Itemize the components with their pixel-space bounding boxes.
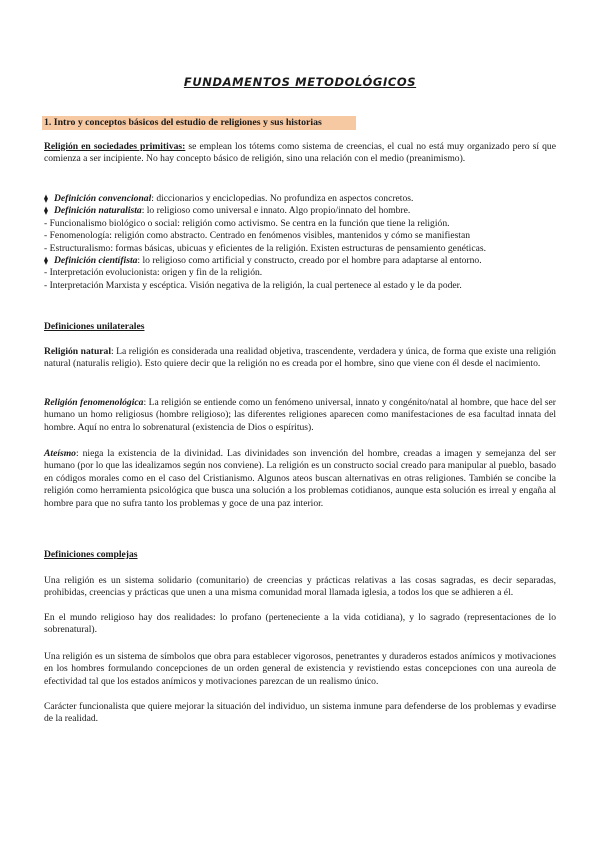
definition-list-item — [44, 230, 556, 242]
complex-paragraph-1: Una religión es un sistema solidario (comunitario) de creencias y prácticas relativas a las cosas sagradas, es decir separadas, prohibidas, creencias y prácticas que unen a una misma comunidad moral llamada iglesia, a todos los que se adhieren a él. — [44, 575, 556, 599]
definition-list-item — [44, 205, 556, 217]
natural-religion-text: : La religión es considerada una realidad objetiva, trascendente, verdadera y única, de forma que existe una religión natural (naturalis religio). Esto quiere decir que la religión no es creada por el hombre, sino que viene con él desde el nacimiento. — [44, 346, 556, 370]
atheism-paragraph — [44, 448, 556, 510]
dash-marker: - — [44, 230, 48, 242]
definition-term: Definición científista — [54, 255, 138, 267]
definition-text: Fenomenología: religión como abstracto. Centrado en fenómenos visibles, mantenidos y cómo se manifiestan — [47, 230, 471, 242]
phenomenological-religion-term: Religión fenomenológica — [44, 397, 144, 408]
diamond-bullet-icon: ⧫ — [44, 194, 48, 203]
primitive-religion-text: se emplean los tótems como sistema de creencias, el cual no está muy organizado pero sí que comienza a ser incipiente. No hay concepto básico de religión, sino una relación con el medio (preanimismo). — [44, 141, 556, 165]
phenomenological-religion-text: : La religión se entiende como un fenómeno universal, innato y congénito/natal al hombre, que hace del ser humano un homo religiosus (hombre religioso); las diferentes religiones aparecen como manifestaciones de esa facultad innata del hombre. Aquí no entra lo sobrenatural (existencia de Dios o espíritus). — [44, 397, 556, 433]
definition-text: Interpretación evolucionista: origen y fin de la religión. — [47, 267, 263, 279]
definition-list-item — [44, 280, 556, 292]
definition-text: : lo religioso como universal e innato. Algo propio/innato del hombre. — [141, 205, 411, 217]
diamond-bullet-icon: ⧫ — [44, 256, 48, 266]
section-1-heading: 1. Intro y conceptos básicos del estudio de religiones y sus historias — [44, 117, 322, 128]
dash-marker: - — [44, 267, 48, 279]
definition-list-item — [44, 243, 556, 255]
definition-term: Definición naturalista — [54, 205, 142, 217]
complex-heading: Definiciones complejas — [44, 549, 138, 560]
dash-marker: - — [44, 242, 48, 254]
definition-text: : diccionarios y enciclopedias. No profundiza en aspectos concretos. — [151, 193, 414, 204]
definition-list-item — [44, 255, 556, 267]
natural-religion-term: Religión natural — [44, 346, 111, 357]
complex-paragraph-4: Carácter funcionalista que quiere mejorar la situación del individuo, un sistema inmune para defenderse de los problemas y evadirse de la realidad. — [44, 701, 556, 725]
diamond-bullet-icon: ⧫ — [44, 206, 48, 216]
definition-list-item — [44, 218, 556, 230]
complex-paragraph-3: Una religión es un sistema de símbolos que obra para establecer vigorosos, penetrantes y duraderos estados anímicos y motivaciones en los hombres formulando concepciones de un orden general de existencia y revistiendo estas concepciones con una aureola de efectividad tal que los estados anímicos y motivaciones parezcan de un realismo único. — [44, 651, 556, 687]
definition-text: Estructuralismo: formas básicas, ubicuas y eficientes de la religión. Existen estructuras de pensamiento genéticas. — [47, 242, 486, 254]
dash-marker: - — [44, 279, 48, 291]
unilateral-heading: Definiciones unilaterales — [44, 321, 145, 332]
complex-paragraph-2: En el mundo religioso hay dos realidades: lo profano (perteneciente a la vida cotidiana), y lo sagrado (representaciones de lo sobrenatural). — [44, 612, 556, 636]
definition-term: Definición convencional — [54, 193, 152, 204]
primitive-religion-paragraph — [44, 141, 556, 166]
atheism-text: : niega la existencia de la divinidad. Las divinidades son invención del hombre, creadas a imagen y semejanza del ser humano (por lo que las idealizamos según nos conviene). La religión es un constructo social creado para manipular al pueblo, basado en códigos morales como en el caso del Cristianismo. Algunos ateos buscan alternativas en otras religiones. También se concibe la religión como herramienta psicológica que busca una solución a los problemas cotidianos, aunque esta solución es irreal y engaña al hombre para que no sufra tanto los problemas y goce de una paz interior. — [44, 448, 556, 509]
definition-list-item — [44, 267, 556, 279]
natural-religion-paragraph — [44, 346, 556, 371]
phenomenological-religion-paragraph — [44, 397, 556, 434]
definition-text: Funcionalismo biológico o social: religión como activismo. Se centra en la función que tiene la religión. — [47, 217, 450, 229]
definition-text: : lo religioso como artificial y constructo, creado por el hombre para adaptarse al entorno. — [137, 255, 482, 267]
atheism-term: Ateísmo — [44, 448, 76, 459]
primitive-religion-term: Religión en sociedades primitivas: — [44, 141, 186, 152]
definition-text: Interpretación Marxista y escéptica. Visión negativa de la religión, la cual pertenece al estado y le da poder. — [47, 279, 462, 291]
definition-list-item — [44, 193, 556, 205]
document-title: FUNDAMENTOS METODOLÓGICOS — [183, 75, 417, 89]
dash-marker: - — [44, 217, 48, 229]
definition-list — [44, 193, 556, 292]
